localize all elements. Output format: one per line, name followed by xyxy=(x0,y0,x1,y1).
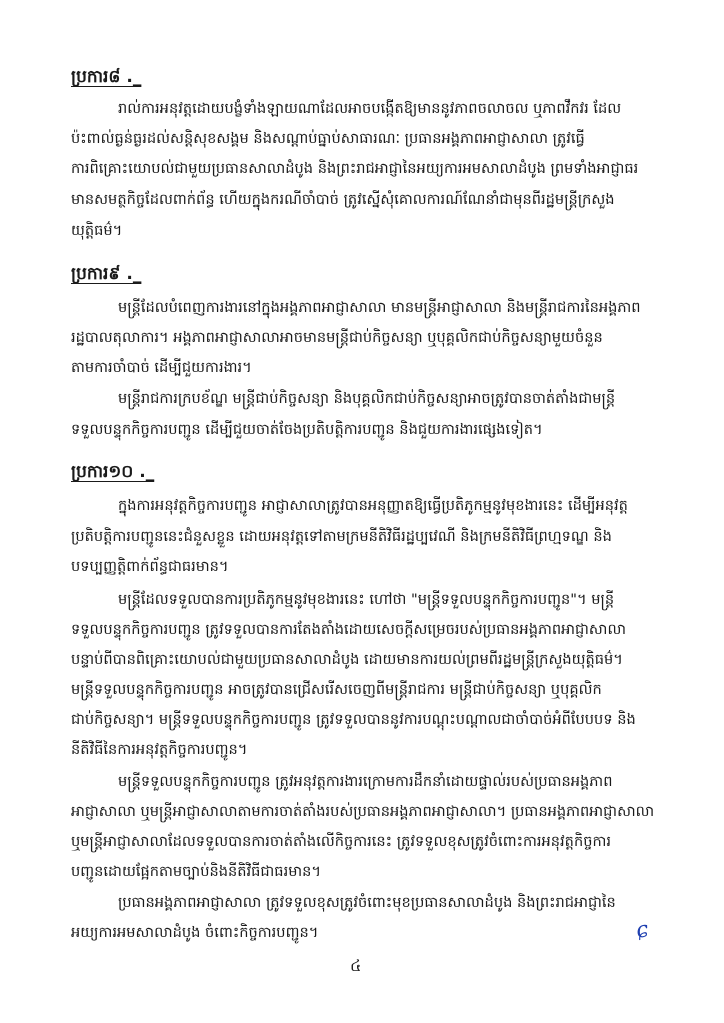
article-9-line: តាមការចាំបាច់ ដើម្បីជួយការងារ។ xyxy=(71,359,252,376)
article-10-line: នីតិវិធីនៃការអនុវត្តកិច្ចការបញ្ជូន។ xyxy=(71,741,248,758)
article-10-line: អាជ្ញាសាលា ឬមន្ត្រីអាជ្ញាសាលាតាមការចាត់តាំងរបស់ប្រធានអង្គភាពអាជ្ញាសាលា។ ប្រធានអង្គភាពអាជ្ញាសាលា xyxy=(71,803,655,820)
article-8-line: មានសមត្ថកិច្ចដែលពាក់ព័ន្ធ ហើយក្នុងករណីចាំបាច់ ត្រូវស្នើសុំគោលការណ៍ណែនាំជាមុនពីរដ្ឋមន្ត្រីក្រសួង xyxy=(71,191,615,208)
article-10-line: បញ្ជូនដោយផ្អែកតាមច្បាប់និងនីតិវិធីជាធរមាន។ xyxy=(71,863,321,880)
handwritten-initials: ɕ xyxy=(633,916,651,945)
article-9-line: ទទួលបន្ទុកកិច្ចការបញ្ជូន ដើម្បីជួយចាត់ចែងប្រតិបត្តិការបញ្ជូន និងជួយការងារផ្សេងទៀត។ xyxy=(71,421,543,438)
page-number: ៤ xyxy=(350,956,362,975)
article-9-heading: ប្រការ៩ ._ xyxy=(71,264,142,284)
article-9-line: មន្ត្រីដែលបំពេញការងារនៅក្នុងអង្គភាពអាជ្ញាសាលា មានមន្ត្រីអាជ្ញាសាលា និងមន្ត្រីរាជការនៃអង្គភាព xyxy=(118,299,641,316)
article-10-line: មន្ត្រីដែលទទួលបានការប្រតិភូកម្មនូវមុខងារនេះ ហៅថា "មន្ត្រីទទួលបន្ទុកកិច្ចការបញ្ជូន"។ មន្ត្រី xyxy=(118,591,615,608)
article-10-line: មន្ត្រីទទួលបន្ទុកកិច្ចការបញ្ជូន អាចត្រូវបានជ្រើសរើសចេញពីមន្ត្រីរាជការ មន្ត្រីជាប់កិច្ចសន្យា ឬបុគ្គលិក xyxy=(71,681,602,698)
article-10-line: ឬមន្ត្រីអាជ្ញាសាលាដែលទទួលបានការចាត់តាំងលើកិច្ចការនេះ ត្រូវទទួលខុសត្រូវចំពោះការអនុវត្តកិច្ចការ xyxy=(71,833,612,850)
article-9-line: រដ្ឋបាលតុលាការ។ អង្គភាពអាជ្ញាសាលាអាចមានមន្ត្រីជាប់កិច្ចសន្យា ឬបុគ្គលិកជាប់កិច្ចសន្យាមួយចំនួន xyxy=(71,329,603,346)
article-8-heading: ប្រការ៨ ._ xyxy=(71,67,142,87)
article-8-line: ការពិគ្រោះយោបល់ជាមួយប្រធានសាលាដំបូង និងព្រះរាជអាជ្ញានៃអយ្យការអមសាលាដំបូង ព្រមទាំងអាជ្ញាធរ xyxy=(71,160,639,177)
article-8-line: ប៉ះពាល់ធ្ងន់ធ្ងរដល់សន្តិសុខសង្គម និងសណ្ដាប់ធ្នាប់សាធារណៈ ប្រធានអង្គភាពអាជ្ញាសាលា ត្រូវធ្វើ xyxy=(71,130,585,147)
article-10-line: បទប្បញ្ញត្តិពាក់ព័ន្ធជាធរមាន។ xyxy=(71,558,229,575)
article-10-line: អយ្យការអមសាលាដំបូង ចំពោះកិច្ចការបញ្ជូន។ xyxy=(71,924,319,941)
article-10-line: ជាប់កិច្ចសន្យា។ មន្ត្រីទទួលបន្ទុកកិច្ចការបញ្ជូន ត្រូវទទួលបាននូវការបណ្តុះបណ្តាលជាចាំបាច់អំពីបែបបទ និង xyxy=(71,711,636,728)
article-8-line: រាល់ការអនុវត្តដោយបង្ខំទាំងឡាយណាដែលអាចបង្កើតឱ្យមាននូវភាពចលាចល ឬភាពវឹកវរ ដែល xyxy=(118,100,622,117)
article-10-line: ទទួលបន្ទុកកិច្ចការបញ្ជូន ត្រូវទទួលបានការតែងតាំងដោយសេចក្តីសម្រេចរបស់ប្រធានអង្គភាពអាជ្ញាសាលា xyxy=(71,621,626,638)
article-10-line: មន្ត្រីទទួលបន្ទុកកិច្ចការបញ្ជូន ត្រូវអនុវត្តការងារក្រោមការដឹកនាំដោយផ្ទាល់របស់ប្រធានអង្គភាព xyxy=(118,773,613,790)
article-10-heading: ប្រការ១០ ._ xyxy=(71,462,155,482)
article-9-line: មន្ត្រីរាជការក្របខ័ណ្ឌ មន្ត្រីជាប់កិច្ចសន្យា និងបុគ្គលិកជាប់កិច្ចសន្យាអាចត្រូវបានចាត់តាំងជាមន្ត្រី xyxy=(118,390,616,407)
article-10-line: ក្នុងការអនុវត្តកិច្ចការបញ្ជូន អាជ្ញាសាលាត្រូវបានអនុញ្ញាតឱ្យធ្វើប្រតិភូកម្មនូវមុខងារនេះ ដើម្បីអនុវត្ត xyxy=(118,497,628,514)
article-10-line: ប្រតិបត្តិការបញ្ជូននេះជំនួសខ្លួន ដោយអនុវត្តទៅតាមក្រមនីតិវិធីរដ្ឋប្បវេណី និងក្រមនីតិវិធីព្រហ្មទណ្ឌ និង xyxy=(71,528,612,545)
article-10-line: បន្ទាប់ពីបានពិគ្រោះយោបល់ជាមួយប្រធានសាលាដំបូង ដោយមានការយល់ព្រមពីរដ្ឋមន្ត្រីក្រសួងយុត្តិធម៌។ xyxy=(71,651,623,668)
article-10-line: ប្រធានអង្គភាពអាជ្ញាសាលា ត្រូវទទួលខុសត្រូវចំពោះមុខប្រធានសាលាដំបូង និងព្រះរាជអាជ្ញានៃ xyxy=(118,894,616,911)
article-8-line: យុត្តិធម៌។ xyxy=(71,222,123,239)
